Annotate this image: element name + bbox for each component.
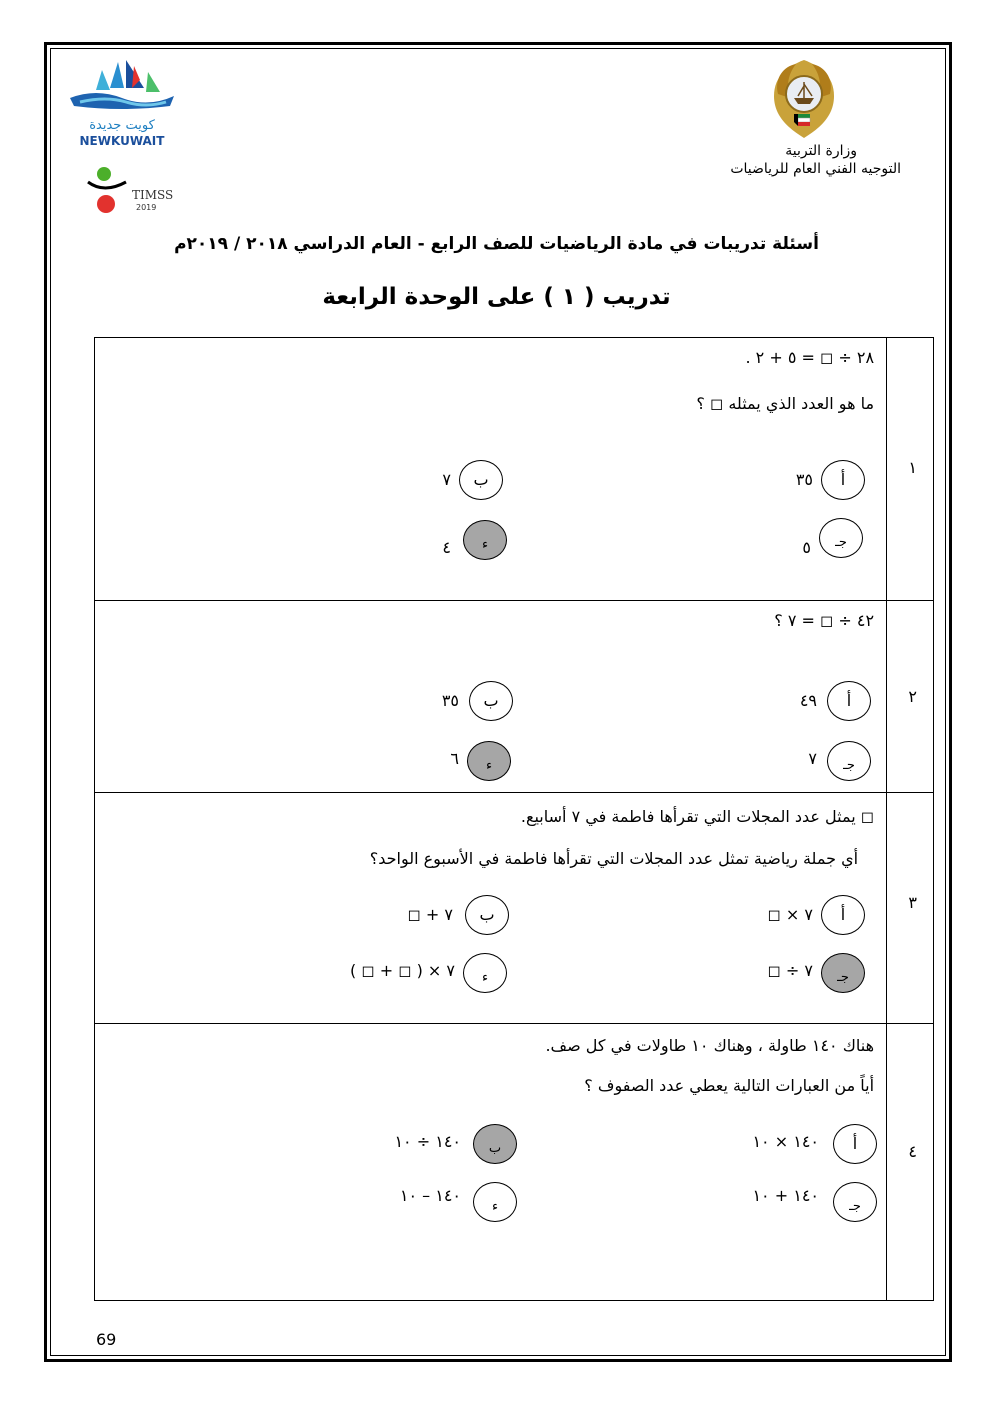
- option-d-value: ١٤٠ – ١٠: [399, 1186, 461, 1205]
- question-3-statement: ◻ يمثل عدد المجلات التي تقرأها فاطمة في ٧ أسابيع.: [520, 807, 875, 826]
- department-name: التوجيه الفني العام للرياضيات: [730, 161, 901, 177]
- question-number-cell-3: [887, 793, 934, 1024]
- option-letter: ب: [488, 1141, 502, 1156]
- question-number: ١: [908, 458, 917, 477]
- new-kuwait-logo: [66, 58, 178, 150]
- option-letter: ب: [473, 470, 489, 489]
- option-b-circle[interactable]: [469, 681, 513, 721]
- option-b-value: ١٤٠ ÷ ١٠: [394, 1132, 461, 1151]
- option-a-circle[interactable]: [821, 460, 865, 500]
- question-body-4: [95, 1024, 887, 1301]
- option-a-value: ٣٥: [795, 470, 813, 489]
- ministry-name: وزارة التربية: [785, 143, 857, 159]
- question-body-3: [95, 793, 887, 1024]
- timss-logo-graphic: [86, 160, 132, 218]
- option-c-circle[interactable]: [819, 518, 863, 558]
- option-b-circle[interactable]: [465, 895, 509, 935]
- question-body-1: [95, 338, 887, 601]
- option-letter: ب: [479, 905, 495, 924]
- option-a-value: ٤٩: [799, 691, 817, 710]
- option-c-circle-selected[interactable]: [821, 953, 865, 993]
- option-letter: ء: [481, 970, 489, 985]
- option-letter: أ: [852, 1134, 858, 1153]
- option-d-circle[interactable]: [473, 1182, 517, 1222]
- question-4-prompt: أياً من العبارات التالية يعطي عدد الصفوف ؟: [584, 1076, 875, 1095]
- option-d-circle[interactable]: [463, 953, 507, 993]
- question-1-prompt: ما هو العدد الذي يمثله ◻ ؟: [696, 394, 875, 413]
- question-body-2: [95, 601, 887, 793]
- option-c-value: ٥: [802, 538, 811, 557]
- option-c-value: ١٤٠ + ١٠: [752, 1186, 819, 1205]
- option-letter: أ: [840, 470, 846, 489]
- option-a-circle[interactable]: [827, 681, 871, 721]
- kuwait-emblem: [768, 58, 840, 142]
- option-letter: جـ: [843, 758, 855, 773]
- option-d-circle-selected[interactable]: [467, 741, 511, 781]
- option-b-value: ٧: [442, 470, 451, 489]
- question-3-prompt: أي جملة رياضية تمثل عدد المجلات التي تقرأها فاطمة في الأسبوع الواحد؟: [369, 849, 859, 868]
- option-letter: ء: [491, 1199, 499, 1214]
- timss-year: 2019: [136, 203, 157, 212]
- option-letter: ب: [483, 691, 499, 710]
- question-number-cell-2: [887, 601, 934, 793]
- question-number: ٢: [908, 687, 917, 706]
- timss-text: TIMSS: [132, 188, 174, 202]
- worksheet-title: أسئلة تدريبات في مادة الرياضيات للصف الرابع - العام الدراسي ٢٠١٨ / ٢٠١٩م: [174, 234, 819, 254]
- question-4-statement: هناك ١٤٠ طاولة ، وهناك ١٠ طاولات في كل صف.: [545, 1036, 875, 1055]
- option-letter: جـ: [849, 1199, 861, 1214]
- ministry-header: [730, 142, 901, 178]
- option-a-circle[interactable]: [821, 895, 865, 935]
- option-letter: ء: [481, 537, 489, 552]
- option-letter: جـ: [835, 535, 847, 550]
- new-kuwait-logo-graphic: [66, 58, 178, 114]
- question-2-statement: ٤٢ ÷ ◻ = ٧ ؟: [774, 611, 875, 630]
- question-number: ٣: [908, 893, 917, 912]
- question-number-cell-4: [887, 1024, 934, 1301]
- option-letter: ء: [485, 758, 493, 773]
- question-row-1: [95, 338, 934, 601]
- timss-logo: [86, 160, 182, 220]
- logo-arabic-text: كويت جديدة: [89, 118, 155, 133]
- option-b-circle-selected[interactable]: [473, 1124, 517, 1164]
- option-letter: أ: [846, 691, 852, 710]
- option-c-value: ٧: [808, 749, 817, 768]
- option-c-circle[interactable]: [833, 1182, 877, 1222]
- option-letter: جـ: [837, 970, 849, 985]
- question-number-cell-1: [887, 338, 934, 601]
- emblem-graphic: [768, 58, 840, 142]
- option-d-value: ٦: [450, 749, 459, 768]
- worksheet-subtitle: تدريب ( ١ ) على الوحدة الرابعة: [322, 284, 671, 310]
- option-c-value: ◻ ÷ ٧: [767, 961, 813, 980]
- option-b-value: ٣٥: [441, 691, 459, 710]
- option-a-value: ◻ × ٧: [767, 905, 813, 924]
- option-d-value: ( ◻ + ◻ ) × ٧: [350, 961, 455, 980]
- option-letter: أ: [840, 905, 846, 924]
- question-row-4: [95, 1024, 934, 1301]
- option-c-circle[interactable]: [827, 741, 871, 781]
- page-number: 69: [96, 1330, 117, 1349]
- option-d-value: ٤: [442, 538, 451, 557]
- question-1-statement: ٢٨ ÷ ◻ = ٥ + ٢ .: [745, 348, 875, 367]
- option-a-circle[interactable]: [833, 1124, 877, 1164]
- question-number: ٤: [908, 1142, 917, 1161]
- option-d-circle-selected[interactable]: [463, 520, 507, 560]
- option-b-value: ◻ + ٧: [407, 905, 453, 924]
- logo-english-text: NEWKUWAIT: [79, 134, 165, 148]
- question-row-2: [95, 601, 934, 793]
- question-row-3: [95, 793, 934, 1024]
- questions-table: [94, 337, 934, 1301]
- option-b-circle[interactable]: [459, 460, 503, 500]
- option-a-value: ١٤٠ × ١٠: [752, 1132, 819, 1151]
